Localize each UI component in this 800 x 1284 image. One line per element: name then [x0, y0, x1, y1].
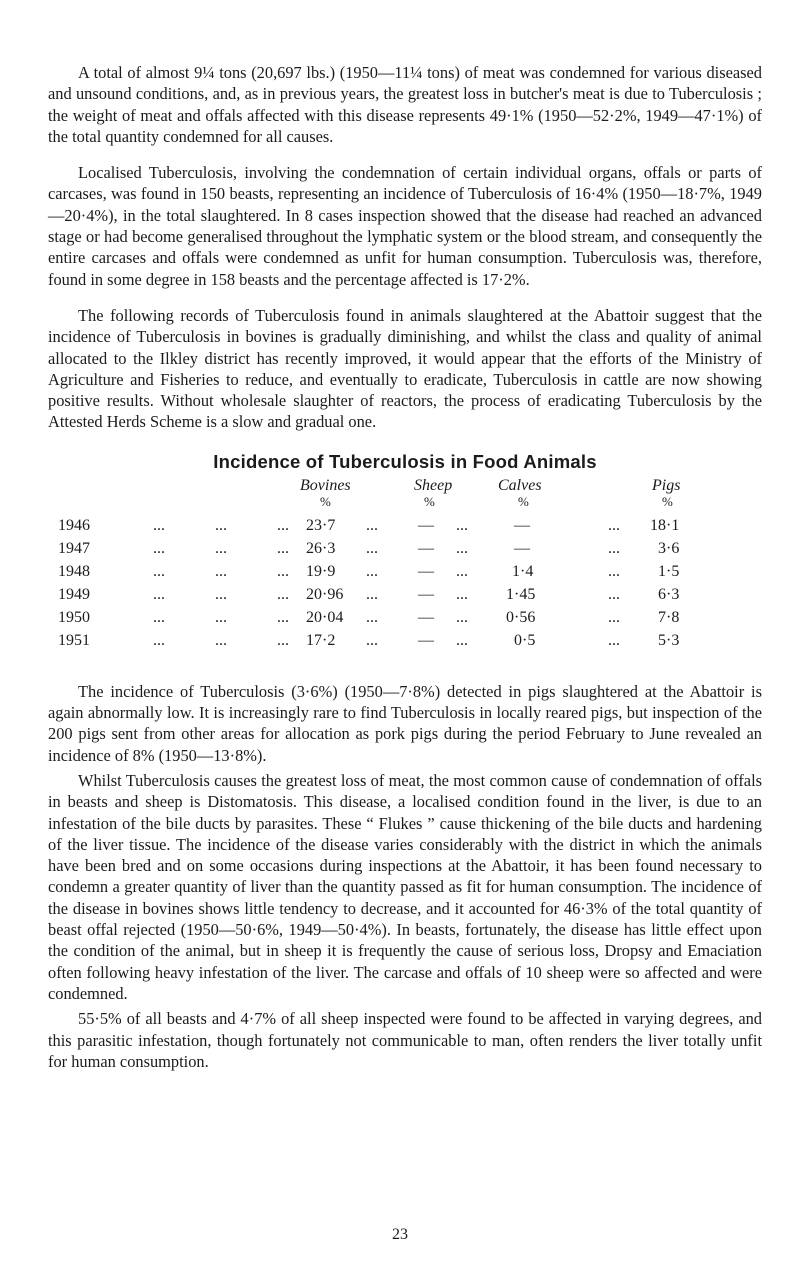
- cell-bovines: 23·7: [306, 516, 336, 534]
- cell-sheep: —: [418, 631, 434, 649]
- cell-bovines: 17·2: [306, 631, 336, 649]
- leader-dots: ...: [608, 608, 620, 626]
- table-row-1947: [48, 540, 762, 562]
- cell-pigs: 3·6: [658, 539, 680, 557]
- cell-calves: 0·56: [506, 608, 536, 626]
- leader-dots: ...: [215, 631, 227, 649]
- table-row-1946: [48, 517, 762, 539]
- row-year: 1947: [58, 539, 90, 557]
- leader-dots: ...: [153, 631, 165, 649]
- leader-dots: ...: [153, 539, 165, 557]
- table-row-1948: [48, 563, 762, 585]
- leader-dots: ...: [153, 516, 165, 534]
- leader-dots: ...: [456, 539, 468, 557]
- table-row-1949: [48, 586, 762, 608]
- row-year: 1950: [58, 608, 90, 626]
- cell-bovines: 20·96: [306, 585, 344, 603]
- cell-bovines: 26·3: [306, 539, 336, 557]
- tuberculosis-incidence-table: [48, 477, 762, 675]
- cell-bovines: 20·04: [306, 608, 344, 626]
- cell-pigs: 6·3: [658, 585, 680, 603]
- document-page: [48, 62, 762, 1072]
- leader-dots: ...: [277, 539, 289, 557]
- cell-sheep: —: [418, 562, 434, 580]
- leader-dots: ...: [456, 562, 468, 580]
- cell-calves: 1·4: [512, 562, 534, 580]
- cell-pigs: 5·3: [658, 631, 680, 649]
- leader-dots: ...: [608, 516, 620, 534]
- unit-bovines: %: [320, 493, 331, 509]
- paragraph-distomatosis: Whilst Tuberculosis causes the greatest loss of meat, the most common cause of condemnation of offals in beasts and sheep is Distomatosis. This disease, a localised condition found in the liver, is due to an infestation of the bile ducts by parasites. These “ Flukes ” cause thickening of the bile ducts and hardening of the liver tissue. The incidence of the disease varies considerably with the district in which the animals have been bred and on some occasions during inspections at the Abattoir, it has been found necessary to condemn a greater quantity of liver than the quantity passed as fit for human consumption. The incidence of the disease in bovines shows little tendency to decrease, and it accounted for 46·3% of the total quantity of beast offal rejected (1950—50·6%, 1949—50·4%). In beasts, fortunately, the disease has little effect upon the condition of the animal, but in sheep it is frequently the cause of serious loss, Dropsy and Emaciation often following heavy infestation of the liver. The carcase and offals of 10 sheep were so affected and were condemned.: [48, 770, 762, 1003]
- leader-dots: ...: [608, 562, 620, 580]
- leader-dots: ...: [215, 516, 227, 534]
- leader-dots: ...: [608, 585, 620, 603]
- cell-calves: —: [514, 516, 530, 534]
- leader-dots: ...: [366, 539, 378, 557]
- row-year: 1949: [58, 585, 90, 603]
- row-year: 1948: [58, 562, 90, 580]
- leader-dots: ...: [366, 631, 378, 649]
- cell-calves: 0·5: [514, 631, 536, 649]
- leader-dots: ...: [608, 539, 620, 557]
- leader-dots: ...: [215, 562, 227, 580]
- leader-dots: ...: [456, 585, 468, 603]
- column-header-sheep: Sheep: [414, 476, 453, 494]
- cell-pigs: 18·1: [650, 516, 680, 534]
- cell-calves: —: [514, 539, 530, 557]
- cell-calves: 1·45: [506, 585, 536, 603]
- leader-dots: ...: [366, 585, 378, 603]
- leader-dots: ...: [277, 631, 289, 649]
- leader-dots: ...: [215, 608, 227, 626]
- leader-dots: ...: [215, 585, 227, 603]
- column-header-calves: Calves: [498, 476, 542, 494]
- leader-dots: ...: [215, 539, 227, 557]
- column-header-bovines: Bovines: [300, 476, 351, 494]
- cell-sheep: —: [418, 608, 434, 626]
- row-year: 1946: [58, 516, 90, 534]
- leader-dots: ...: [366, 562, 378, 580]
- row-year: 1951: [58, 631, 90, 649]
- leader-dots: ...: [153, 585, 165, 603]
- leader-dots: ...: [153, 608, 165, 626]
- table-row-1950: [48, 609, 762, 631]
- unit-calves: %: [518, 493, 529, 509]
- leader-dots: ...: [608, 631, 620, 649]
- table-title: Incidence of Tuberculosis in Food Animals: [213, 450, 597, 472]
- cell-pigs: 7·8: [658, 608, 680, 626]
- leader-dots: ...: [277, 516, 289, 534]
- leader-dots: ...: [153, 562, 165, 580]
- paragraph-meat-condemned: A total of almost 9¼ tons (20,697 lbs.) (1950—11¼ tons) of meat was condemned for various diseased and unsound conditions, and, as in previous years, the greatest loss in butcher's meat is due to Tuberculosis ; the weight of meat and offals affected with this disease represents 49·1% (1950—52·2%, 1949—47·1%) of the total quantity condemned for all causes.: [48, 63, 762, 146]
- cell-sheep: —: [418, 585, 434, 603]
- table-row-1951: [48, 632, 762, 654]
- cell-bovines: 19·9: [306, 562, 336, 580]
- cell-pigs: 1·5: [658, 562, 680, 580]
- leader-dots: ...: [456, 631, 468, 649]
- leader-dots: ...: [366, 516, 378, 534]
- leader-dots: ...: [277, 562, 289, 580]
- leader-dots: ...: [277, 585, 289, 603]
- cell-sheep: —: [418, 516, 434, 534]
- leader-dots: ...: [277, 608, 289, 626]
- paragraph-infestation-summary: 55·5% of all beasts and 4·7% of all sheep inspected were found to be affected in varying degrees, and this parasitic infestation, though fortunately not communicable to man, often renders the liver totally unfit for human consumption.: [48, 1009, 762, 1071]
- paragraph-localised-tuberculosis: Localised Tuberculosis, involving the condemnation of certain individual organs, offals or parts of carcases, was found in 150 beasts, representing an incidence of Tuberculosis of 16·4% (1950—18·7%, 1949—20·4%), in the total slaughtered. In 8 cases inspection showed that the disease had reached an advanced stage or had become generalised throughout the lymphatic system or the blood stream, and consequently the entire carcases and offals were condemned as unfit for human consumption. Tuberculosis was, therefore, found in some degree in 158 beasts and the percentage affected is 17·2%.: [48, 163, 762, 289]
- unit-pigs: %: [662, 493, 673, 509]
- cell-sheep: —: [418, 539, 434, 557]
- unit-sheep: %: [424, 493, 435, 509]
- paragraph-tuberculosis-records: The following records of Tuberculosis found in animals slaughtered at the Abattoir suggest that the incidence of Tuberculosis in bovines is gradually diminishing, and whilst the class and quality of animal allocated to the Ilkley district has recently improved, it would appear that the efforts of the Ministry of Agriculture and Fisheries to reduce, and eventually to eradicate, Tuberculosis in cattle are now showing positive results. Without wholesale slaughter of reactors, the process of eradicating Tuberculosis by the Attested Herds Scheme is a slow and gradual one.: [48, 305, 762, 432]
- column-header-pigs: Pigs: [652, 476, 681, 494]
- leader-dots: ...: [456, 516, 468, 534]
- leader-dots: ...: [456, 608, 468, 626]
- leader-dots: ...: [366, 608, 378, 626]
- page-number: 23: [392, 1226, 408, 1243]
- paragraph-pigs-tuberculosis: The incidence of Tuberculosis (3·6%) (1950—7·8%) detected in pigs slaughtered at the Abattoir is again abnormally low. It is increasingly rare to find Tuberculosis in locally reared pigs, but inspection of the 200 pigs sent from other areas for allocation as pork pigs during the period February to June revealed an incidence of 8% (1950—13·8%).: [48, 681, 762, 765]
